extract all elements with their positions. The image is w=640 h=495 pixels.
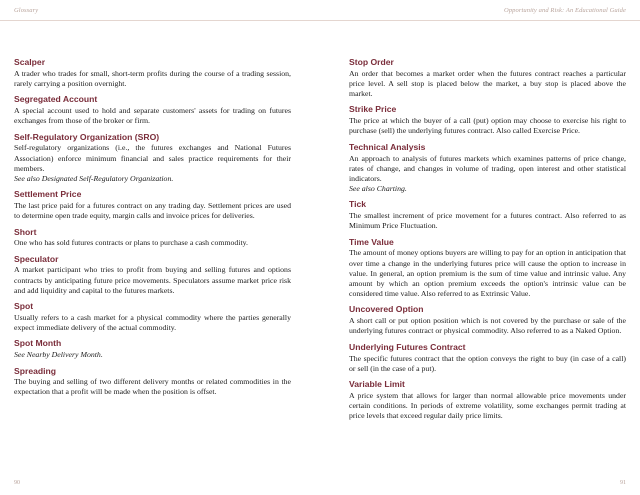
glossary-see-also: See also Charting. bbox=[349, 184, 407, 194]
glossary-definition: An approach to analysis of futures markets which examines patterns of price change, rates of change, and changes in volume of trading, open interest and other statistical indicators. bbox=[349, 153, 626, 183]
glossary-definition: A special account used to hold and separate customers' assets for trading on futures exchanges from those of the broker or firm. bbox=[14, 106, 291, 126]
glossary-term: Scalper bbox=[14, 57, 46, 67]
glossary-term: Variable Limit bbox=[349, 379, 405, 390]
glossary-term: Tick bbox=[349, 199, 367, 210]
glossary-term: Segregated Account bbox=[14, 94, 98, 105]
glossary-entry bbox=[14, 366, 291, 398]
glossary-term: Spot bbox=[14, 301, 34, 312]
glossary-column-left bbox=[14, 57, 291, 403]
glossary-entry bbox=[14, 57, 291, 89]
glossary-term: Speculator bbox=[14, 253, 59, 264]
glossary-term: Spreading bbox=[14, 365, 57, 376]
glossary-term: Strike Price bbox=[349, 104, 397, 115]
glossary-definition: The last price paid for a futures contract on any trading day. Settlement prices are used to determine open trade equity, margin calls and invoice prices for deliveries. bbox=[14, 201, 291, 221]
glossary-entry bbox=[14, 189, 291, 221]
glossary-entry bbox=[349, 104, 626, 136]
glossary-term: Stop Order bbox=[349, 57, 394, 67]
glossary-term: Self-Regulatory Organization (SRO) bbox=[14, 131, 160, 142]
glossary-definition: The buying and selling of two different delivery months or related commodities in the expectation that a profit will be made when the position is offset. bbox=[14, 377, 291, 397]
header-rule bbox=[0, 20, 640, 21]
glossary-entry bbox=[349, 304, 626, 336]
glossary-column-right bbox=[349, 57, 626, 426]
glossary-definition: Self-regulatory organizations (i.e., the futures exchanges and National Futures Association) enforce minimum financial and sales practice requirements for their members. bbox=[14, 143, 291, 173]
running-head-right: Opportunity and Risk: An Educational Guide bbox=[504, 7, 626, 14]
glossary-entry bbox=[349, 342, 626, 374]
glossary-entry bbox=[349, 199, 626, 231]
glossary-definition: The amount of money options buyers are willing to pay for an option in anticipation that over time a change in the underlying futures price will cause the option to increase in value. In general, an option premium is the sum of time value and intrinsic value. Any amount by which an option premium exceeds the option's intrinsic value can be considered time value. Also referred to as Extrinsic Value. bbox=[349, 248, 626, 299]
glossary-see-also: See Nearby Delivery Month. bbox=[14, 350, 103, 360]
glossary-term: Spot Month bbox=[14, 338, 62, 349]
glossary-entry bbox=[14, 338, 291, 360]
glossary-definition: An order that becomes a market order when the futures contract reaches a particular price level. A sell stop is placed below the market, a buy stop is placed above the market. bbox=[349, 68, 626, 99]
glossary-term: Short bbox=[14, 226, 37, 237]
page-number-right: 91 bbox=[620, 480, 626, 486]
glossary-entry bbox=[349, 237, 626, 300]
page-number-left: 90 bbox=[14, 480, 20, 486]
glossary-entry bbox=[349, 57, 626, 99]
glossary-definition: The price at which the buyer of a call (put) option may choose to exercise his right to purchase (sell) the underlying futures contract. Also called Exercise Price. bbox=[349, 116, 626, 136]
glossary-definition: A market participant who tries to profit from buying and selling futures and options contracts by anticipating future price movements. Speculators assume market price risk and add liquidity and capital to the futures markets. bbox=[14, 265, 291, 295]
glossary-definition: A price system that allows for larger than normal allowable price movements under certain conditions. In periods of extreme volatility, some exchanges permit trading at price levels that exceed regular daily price limits. bbox=[349, 390, 626, 421]
glossary-term: Technical Analysis bbox=[349, 141, 426, 152]
glossary-term: Underlying Futures Contract bbox=[349, 341, 466, 352]
glossary-term: Uncovered Option bbox=[349, 304, 424, 315]
glossary-entry bbox=[14, 301, 291, 333]
glossary-definition: One who has sold futures contracts or plans to purchase a cash commodity. bbox=[14, 238, 248, 248]
glossary-definition: A short call or put option position which is not covered by the purchase or sale of the underlying futures contract or physical commodity. Also referred to as a Naked Option. bbox=[349, 316, 626, 336]
glossary-entry bbox=[349, 142, 626, 194]
glossary-term: Settlement Price bbox=[14, 189, 82, 200]
running-head-left: Glossary bbox=[14, 7, 39, 14]
glossary-definition: The specific futures contract that the option conveys the right to buy (in case of a call) or sell (in the case of a put). bbox=[349, 353, 626, 373]
glossary-entry bbox=[14, 227, 291, 249]
glossary-entry bbox=[349, 379, 626, 421]
glossary-see-also: See also Designated Self-Regulatory Organization. bbox=[14, 173, 174, 183]
glossary-definition: A trader who trades for small, short-term profits during the course of a trading session, rarely carrying a position overnight. bbox=[14, 68, 291, 88]
glossary-entry bbox=[14, 132, 291, 184]
glossary-entry bbox=[14, 94, 291, 126]
glossary-definition: Usually refers to a cash market for a physical commodity where the parties generally expect immediate delivery of the actual commodity. bbox=[14, 312, 291, 333]
glossary-entry bbox=[14, 254, 291, 296]
glossary-term: Time Value bbox=[349, 236, 394, 247]
glossary-definition: The smallest increment of price movement for a futures contract. Also referred to as Minimum Price Fluctuation. bbox=[349, 211, 626, 231]
